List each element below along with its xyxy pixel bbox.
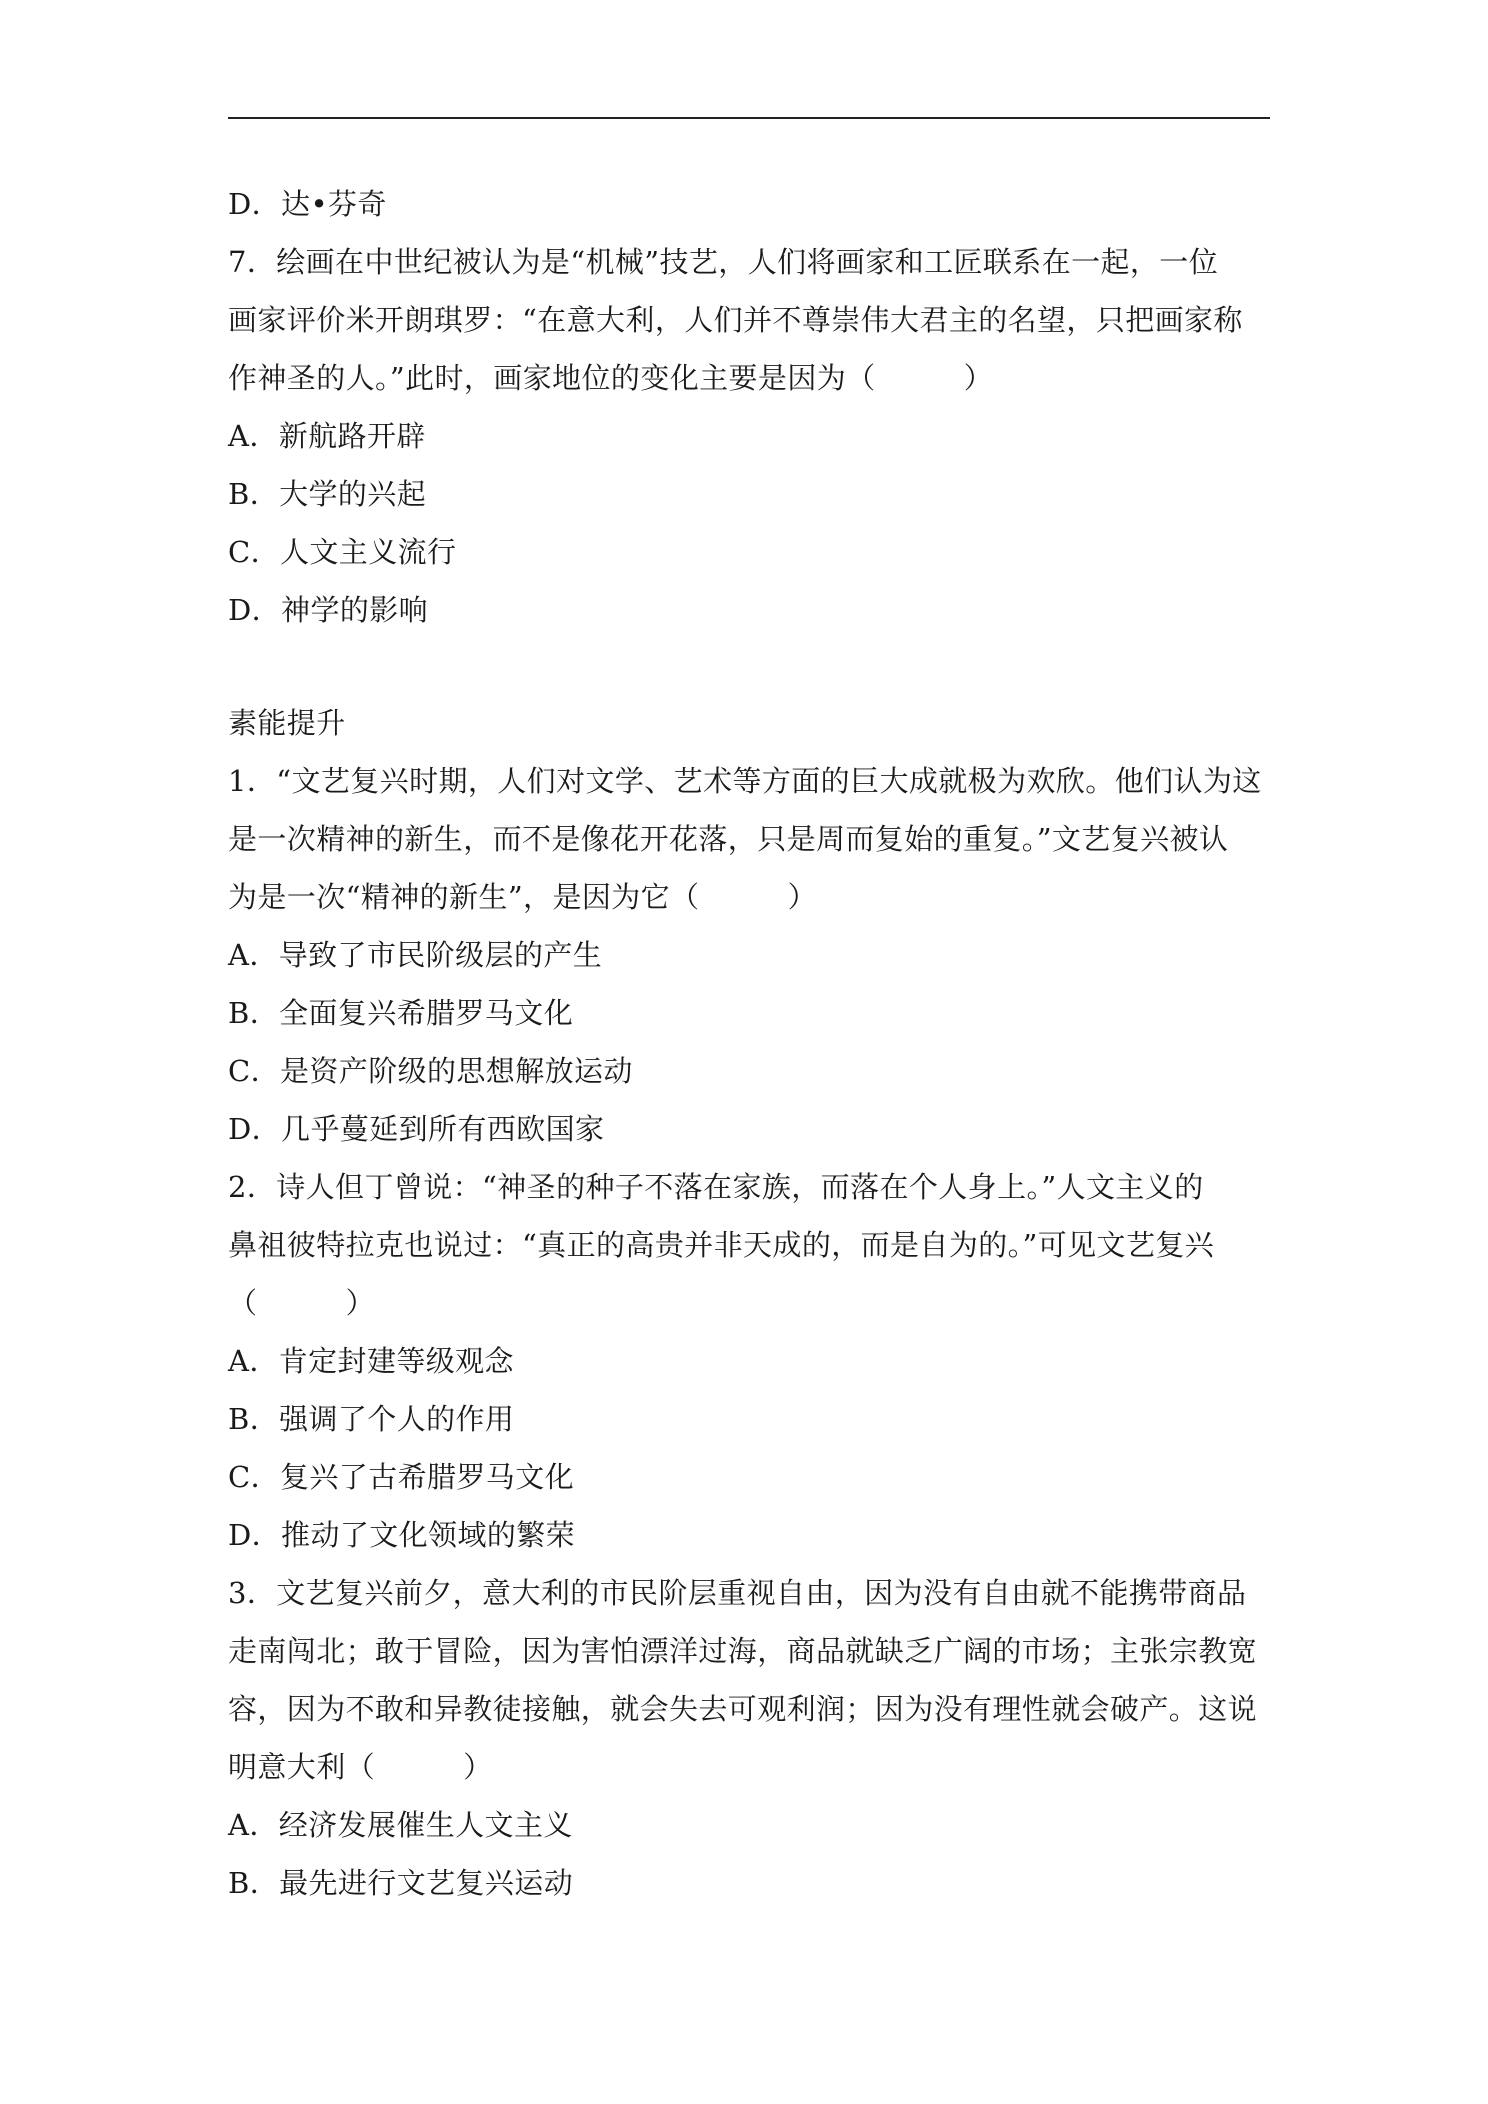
section-title: 素能提升 [228, 706, 346, 740]
question-2-stem-line-3: （ ） [228, 1286, 376, 1320]
question-7-stem-line-3: 作神圣的人。”此时，画家地位的变化主要是因为（ ） [228, 361, 994, 395]
question-1-option-d: D．几乎蔓延到所有西欧国家 [228, 1112, 605, 1146]
question-1 [228, 752, 1278, 1158]
question-7-option-b: B．大学的兴起 [228, 477, 427, 511]
question-2-stem-line-2: 鼻祖彼特拉克也说过：“真正的高贵并非天成的，而是自为的。”可见文艺复兴 [228, 1228, 1215, 1262]
question-2 [228, 1158, 1278, 1564]
question-1-stem-line-2: 是一次精神的新生，而不是像花开花落，只是周而复始的重复。”文艺复兴被认 [228, 822, 1229, 856]
prev-option-d: D．达•芬奇 [228, 187, 387, 221]
question-3 [228, 1564, 1278, 1912]
question-7-option-c: C．人文主义流行 [228, 535, 457, 569]
question-3-stem-line-4: 明意大利（ ） [228, 1750, 493, 1784]
question-7-option-d: D．神学的影响 [228, 593, 429, 627]
question-3-option-a: A．经济发展催生人文主义 [228, 1808, 573, 1842]
question-3-option-b: B．最先进行文艺复兴运动 [228, 1866, 574, 1900]
question-1-stem-line-1: 1．“文艺复兴时期，人们对文学、艺术等方面的巨大成就极为欢欣。他们认为这 [228, 764, 1262, 798]
section-gap [228, 639, 1278, 694]
document-body [228, 175, 1278, 1912]
question-3-stem-line-2: 走南闯北；敢于冒险，因为害怕漂洋过海，商品就缺乏广阔的市场；主张宗教宽 [228, 1634, 1258, 1668]
question-7-option-a: A．新航路开辟 [228, 419, 426, 453]
question-3-stem-line-1: 3．文艺复兴前夕，意大利的市民阶层重视自由，因为没有自由就不能携带商品 [228, 1576, 1247, 1610]
question-7-stem-line-2: 画家评价米开朗琪罗：“在意大利，人们并不尊崇伟大君主的名望，只把画家称 [228, 303, 1243, 337]
question-2-option-b: B．强调了个人的作用 [228, 1402, 515, 1436]
question-3-stem-line-3: 容，因为不敢和异教徒接触，就会失去可观利润；因为没有理性就会破产。这说 [228, 1692, 1258, 1726]
question-2-option-c: C．复兴了古希腊罗马文化 [228, 1460, 574, 1494]
header-rule [228, 117, 1270, 119]
question-1-stem-line-3: 为是一次“精神的新生”，是因为它（ ） [228, 880, 818, 914]
question-2-option-d: D．推动了文化领域的繁荣 [228, 1518, 576, 1552]
question-1-option-a: A．导致了市民阶级层的产生 [228, 938, 603, 972]
question-1-option-b: B．全面复兴希腊罗马文化 [228, 996, 574, 1030]
question-2-stem-line-1: 2．诗人但丁曾说：“神圣的种子不落在家族，而落在个人身上。”人文主义的 [228, 1170, 1204, 1204]
question-7 [228, 233, 1278, 639]
question-1-option-c: C．是资产阶级的思想解放运动 [228, 1054, 633, 1088]
question-2-option-a: A．肯定封建等级观念 [228, 1344, 514, 1378]
question-7-stem-line-1: 7．绘画在中世纪被认为是“机械”技艺，人们将画家和工匠联系在一起，一位 [228, 245, 1219, 279]
